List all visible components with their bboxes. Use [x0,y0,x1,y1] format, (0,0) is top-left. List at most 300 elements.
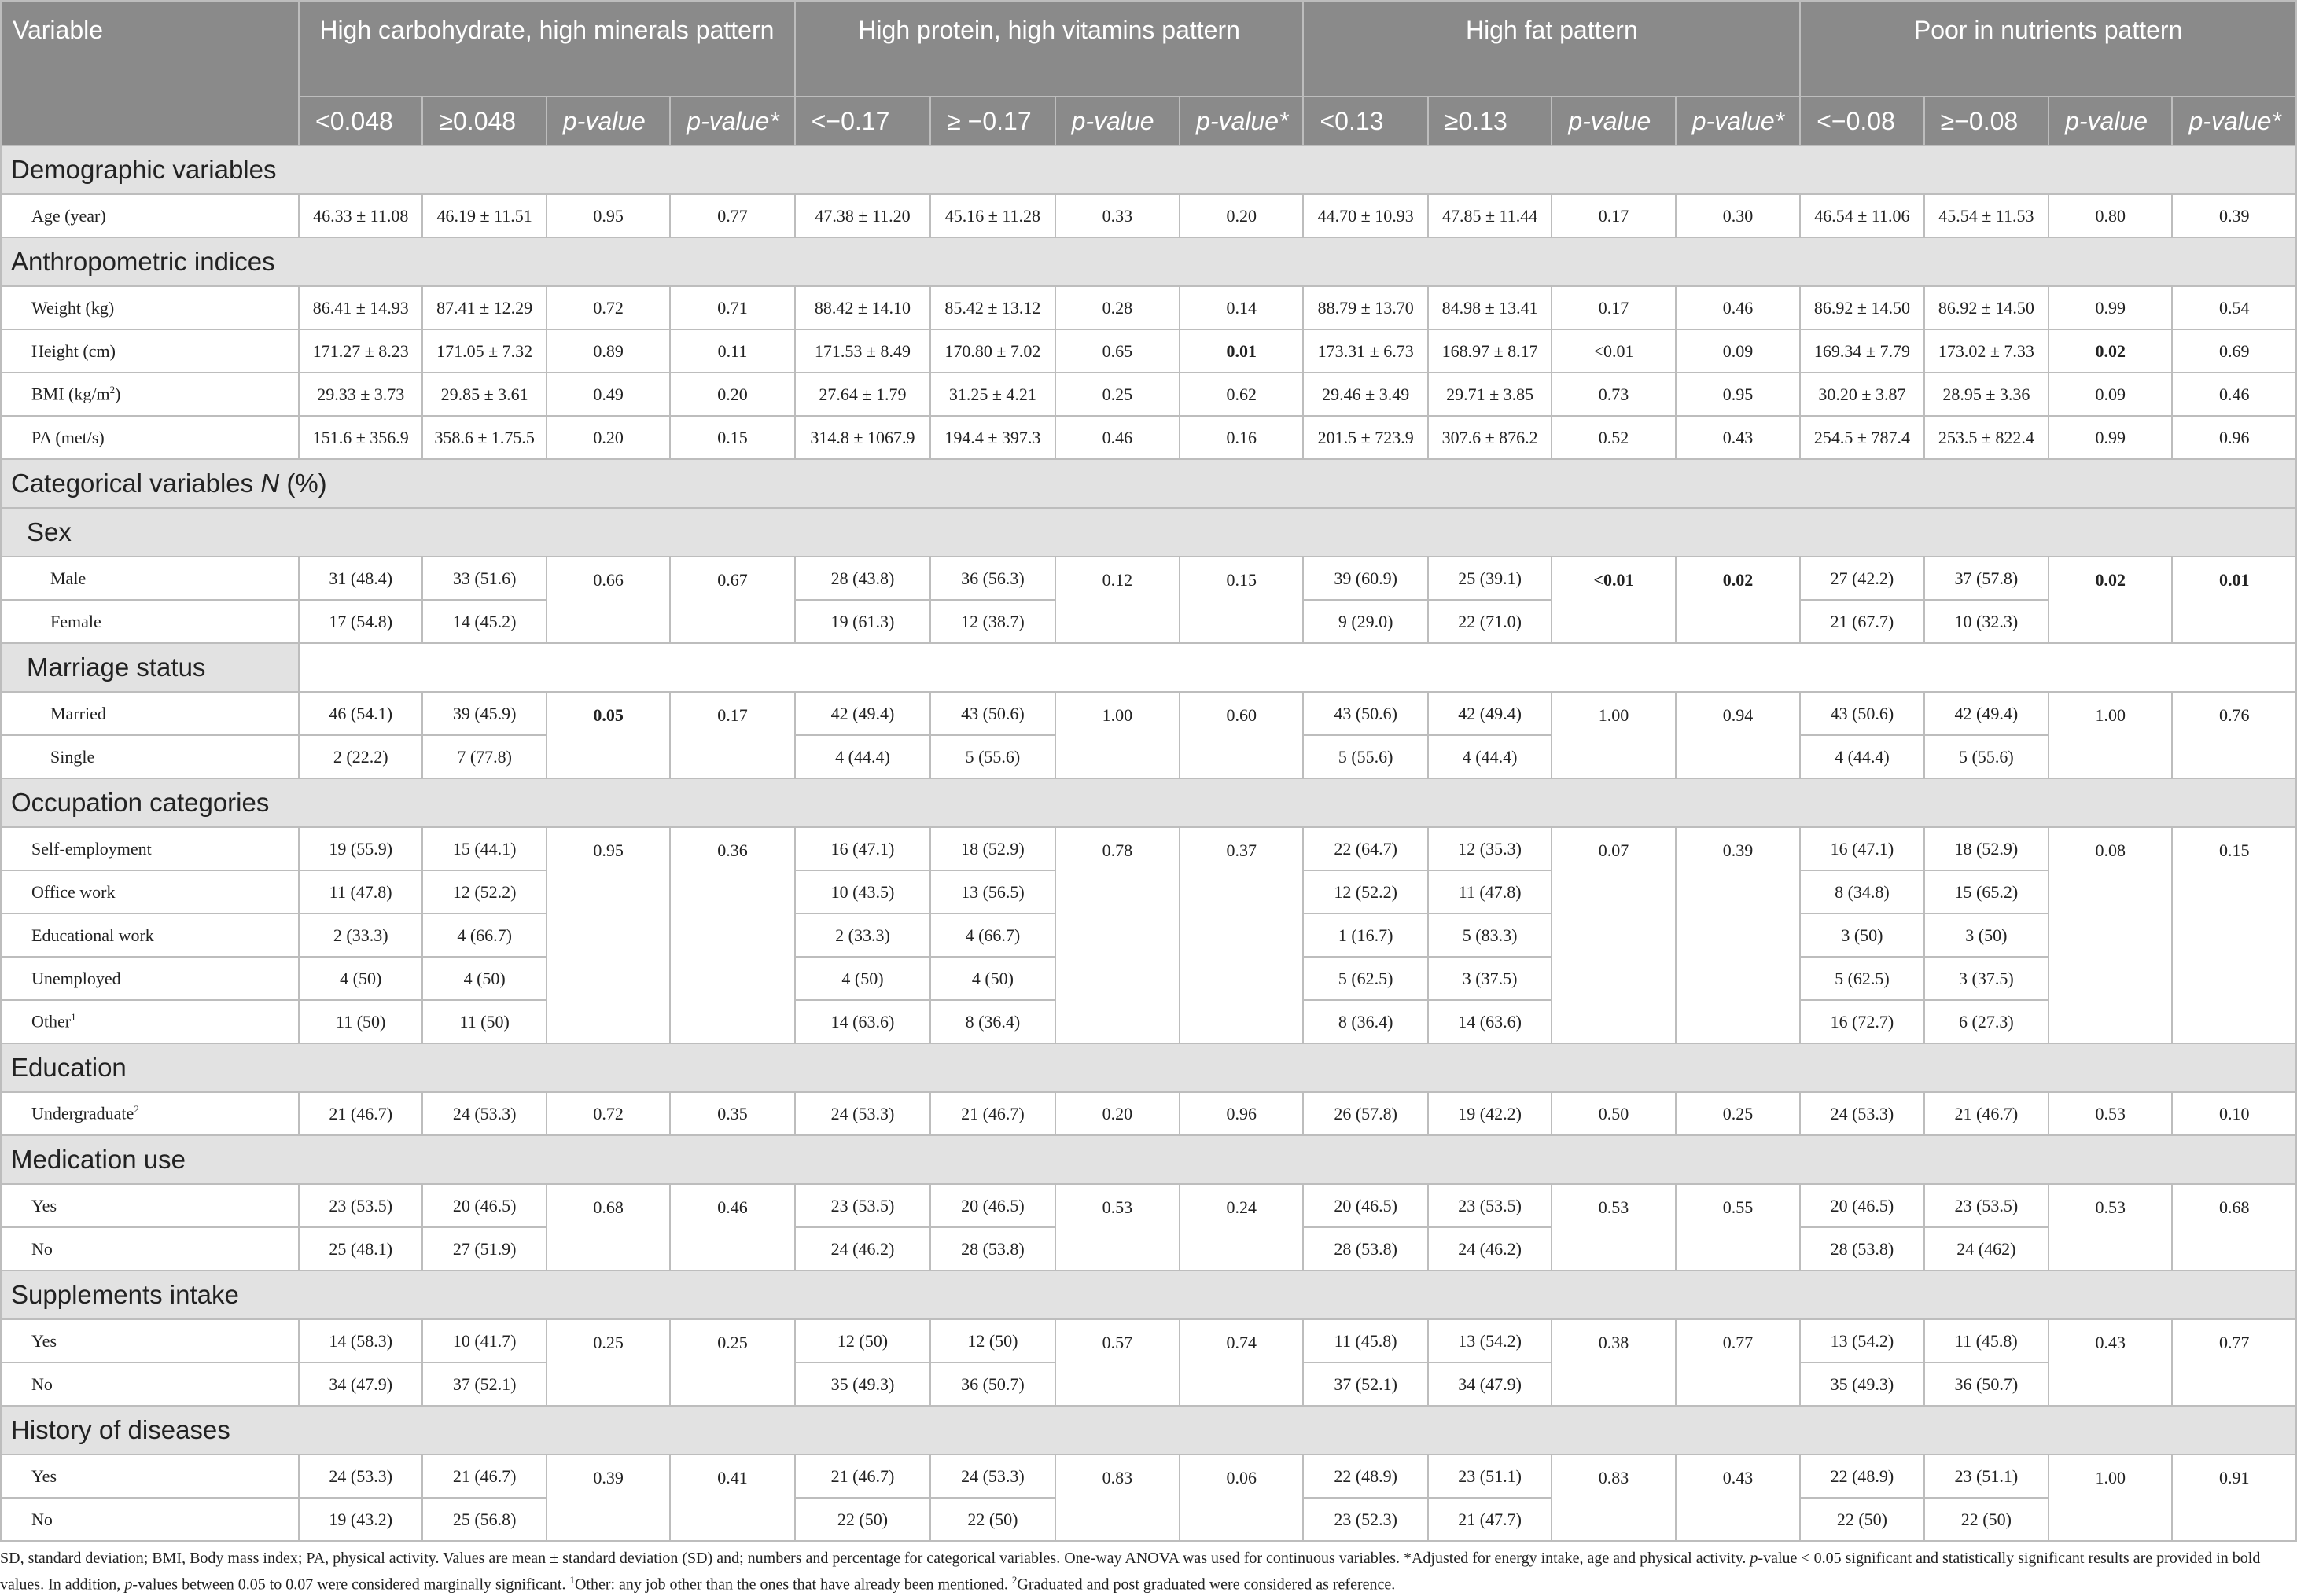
p-value-cell: 0.20 [670,373,794,416]
p-value-cell: 0.78 [1055,827,1180,1043]
value-cell: 23 (53.5) [299,1184,422,1227]
value-cell: 24 (53.3) [422,1092,546,1135]
value-cell: 27 (42.2) [1800,557,1923,600]
row-label: No [1,1498,299,1541]
p-value-cell: 0.99 [2049,416,2172,459]
subsection-heading-marriage: Marriage status [1,643,299,692]
row-label: Single [1,735,299,778]
value-cell: 34 (47.9) [1428,1362,1552,1406]
value-cell: 4 (50) [299,957,422,1000]
value-cell: 39 (45.9) [422,692,546,735]
p-value-cell: 0.09 [1676,329,1800,373]
subsection-heading-sex: Sex [1,508,2296,557]
row-label: Unemployed [1,957,299,1000]
value-cell: 168.97 ± 8.17 [1428,329,1552,373]
value-cell: 22 (50) [930,1498,1055,1541]
p-value-cell: 1.00 [1055,692,1180,778]
row-label: Married [1,692,299,735]
p-value-cell: 0.17 [670,692,794,778]
header-pvalue: p-value [1552,97,1675,145]
p-value-cell: 0.96 [1180,1092,1303,1135]
value-cell: 314.8 ± 1067.9 [795,416,930,459]
p-value-cell: 0.30 [1676,194,1800,237]
footnote-sup-2: 2 [1011,1574,1018,1586]
value-cell: 43 (50.6) [930,692,1055,735]
value-cell: 5 (55.6) [1303,735,1427,778]
value-cell: 22 (48.9) [1303,1454,1427,1498]
value-cell: 43 (50.6) [1303,692,1427,735]
p-value-cell: 0.72 [547,1092,670,1135]
header-high: ≥−0.08 [1924,97,2049,145]
p-value-cell: <0.01 [1552,557,1675,643]
p-value-cell: 0.53 [2049,1184,2172,1271]
section-row [1,1135,2296,1184]
footnote-p-italic-2: p [124,1576,133,1594]
p-value-cell: 0.96 [2172,416,2296,459]
table-row [1,194,2296,237]
value-cell: 5 (55.6) [1924,735,2049,778]
value-cell: 19 (61.3) [795,600,930,643]
value-cell: 8 (36.4) [930,1000,1055,1043]
footnote-p-italic: p [1750,1550,1758,1567]
p-value-cell: 0.83 [1055,1454,1180,1541]
p-value-cell: 0.17 [1552,286,1675,329]
section-row [1,1271,2296,1319]
value-cell: 15 (65.2) [1924,870,2049,914]
value-cell: 20 (46.5) [930,1184,1055,1227]
value-cell: 30.20 ± 3.87 [1800,373,1923,416]
value-cell: 36 (56.3) [930,557,1055,600]
value-cell: 1 (16.7) [1303,914,1427,957]
subsection-blank [299,643,2296,692]
p-value-cell: 0.05 [547,692,670,778]
p-value-cell: 0.06 [1180,1454,1303,1541]
value-cell: 20 (46.5) [1800,1184,1923,1227]
value-cell: 42 (49.4) [795,692,930,735]
row-label: PA (met/s) [1,416,299,459]
section-heading-anthropometric: Anthropometric indices [1,237,2296,286]
p-value-cell: 0.39 [2172,194,2296,237]
p-value-cell: 0.65 [1055,329,1180,373]
p-value-cell: 0.49 [547,373,670,416]
row-label: No [1,1227,299,1271]
p-value-cell: 0.95 [547,827,670,1043]
p-value-cell: 0.80 [2049,194,2172,237]
section-heading-supplements: Supplements intake [1,1271,2296,1319]
value-cell: 12 (52.2) [1303,870,1427,914]
p-value-cell: 0.95 [1676,373,1800,416]
header-pvalue-adjusted: p-value* [1180,97,1303,145]
p-value-cell: 0.72 [547,286,670,329]
value-cell: 86.92 ± 14.50 [1924,286,2049,329]
value-cell: 307.6 ± 876.2 [1428,416,1552,459]
value-cell: 29.46 ± 3.49 [1303,373,1427,416]
value-cell: 25 (48.1) [299,1227,422,1271]
value-cell: 13 (56.5) [930,870,1055,914]
value-cell: 14 (63.6) [1428,1000,1552,1043]
p-value-cell: 0.55 [1676,1184,1800,1271]
value-cell: 5 (55.6) [930,735,1055,778]
value-cell: 23 (53.5) [1428,1184,1552,1227]
header-pvalue: p-value [547,97,670,145]
value-cell: 10 (41.7) [422,1319,546,1362]
section-heading-medication: Medication use [1,1135,2296,1184]
value-cell: 23 (52.3) [1303,1498,1427,1541]
value-cell: 34 (47.9) [299,1362,422,1406]
value-cell: 21 (46.7) [930,1092,1055,1135]
value-cell: 173.02 ± 7.33 [1924,329,2049,373]
value-cell: 22 (50) [1924,1498,2049,1541]
row-label: Height (cm) [1,329,299,373]
value-cell: 24 (53.3) [1800,1092,1923,1135]
value-cell: 14 (58.3) [299,1319,422,1362]
subsection-row [1,508,2296,557]
value-cell: 5 (62.5) [1800,957,1923,1000]
row-label: Yes [1,1454,299,1498]
value-cell: 86.41 ± 14.93 [299,286,422,329]
row-label: Yes [1,1319,299,1362]
row-label: Educational work [1,914,299,957]
p-value-cell: 0.16 [1180,416,1303,459]
value-cell: 170.80 ± 7.02 [930,329,1055,373]
p-value-cell: 0.46 [2172,373,2296,416]
value-cell: 22 (64.7) [1303,827,1427,870]
value-cell: 46 (54.1) [299,692,422,735]
value-cell: 36 (50.7) [1924,1362,2049,1406]
p-value-cell: 0.28 [1055,286,1180,329]
p-value-cell: 0.15 [1180,557,1303,643]
p-value-cell: 0.68 [547,1184,670,1271]
value-cell: 19 (55.9) [299,827,422,870]
header-low: <−0.17 [795,97,930,145]
value-cell: 29.85 ± 3.61 [422,373,546,416]
p-value-cell: 0.73 [1552,373,1675,416]
header-pvalue-adjusted: p-value* [2172,97,2296,145]
value-cell: 2 (22.2) [299,735,422,778]
value-cell: 25 (56.8) [422,1498,546,1541]
value-cell: 39 (60.9) [1303,557,1427,600]
section-row [1,1406,2296,1454]
value-cell: 43 (50.6) [1800,692,1923,735]
value-cell: 20 (46.5) [1303,1184,1427,1227]
p-value-cell: 0.91 [2172,1454,2296,1541]
p-value-cell: 0.39 [1676,827,1800,1043]
row-label: Other$^1$ [1,1000,299,1043]
p-value-cell: 0.24 [1180,1184,1303,1271]
value-cell: 3 (50) [1800,914,1923,957]
value-cell: 11 (50) [422,1000,546,1043]
value-cell: 151.6 ± 356.9 [299,416,422,459]
value-cell: 12 (38.7) [930,600,1055,643]
header-pattern-2: High protein, high vitamins pattern [795,1,1304,97]
value-cell: 10 (43.5) [795,870,930,914]
section-row [1,778,2296,827]
value-cell: 253.5 ± 822.4 [1924,416,2049,459]
p-value-cell: 0.02 [2049,329,2172,373]
value-cell: 4 (50) [930,957,1055,1000]
header-pvalue: p-value [1055,97,1180,145]
value-cell: 16 (47.1) [795,827,930,870]
value-cell: 11 (50) [299,1000,422,1043]
value-cell: 16 (47.1) [1800,827,1923,870]
p-value-cell: 0.74 [1180,1319,1303,1406]
value-cell: 31 (48.4) [299,557,422,600]
value-cell: 18 (52.9) [1924,827,2049,870]
p-value-cell: 0.12 [1055,557,1180,643]
section-heading-demographic: Demographic variables [1,145,2296,194]
p-value-cell: 0.43 [1676,1454,1800,1541]
p-value-cell: 0.71 [670,286,794,329]
value-cell: 28.95 ± 3.36 [1924,373,2049,416]
value-cell: 45.54 ± 11.53 [1924,194,2049,237]
value-cell: 86.92 ± 14.50 [1800,286,1923,329]
table-row [1,1092,2296,1135]
value-cell: 24 (53.3) [299,1454,422,1498]
value-cell: 24 (46.2) [1428,1227,1552,1271]
header-low: <0.13 [1303,97,1427,145]
p-value-cell: 0.54 [2172,286,2296,329]
section-row [1,1043,2296,1092]
value-cell: 10 (32.3) [1924,600,2049,643]
value-cell: 27 (51.9) [422,1227,546,1271]
p-value-cell: 0.89 [547,329,670,373]
value-cell: 28 (53.8) [930,1227,1055,1271]
header-variable: Variable [1,1,299,145]
table-row [1,1454,2296,1498]
value-cell: 29.33 ± 3.73 [299,373,422,416]
value-cell: 9 (29.0) [1303,600,1427,643]
value-cell: 24 (53.3) [795,1092,930,1135]
value-cell: 31.25 ± 4.21 [930,373,1055,416]
header-pattern-3: High fat pattern [1303,1,1800,97]
table-row [1,1184,2296,1227]
p-value-cell: 0.20 [1055,1092,1180,1135]
footnote-text-1: SD, standard deviation; BMI, Body mass index; PA, physical activity. Values are mean ± standard deviation (SD) and; numbers and percentage for categorical variables. One-way ANOVA was used for continuous variables. *Adjusted for energy intake, age and physical activity. [0,1550,1750,1567]
value-cell: 16 (72.7) [1800,1000,1923,1043]
value-cell: 21 (46.7) [795,1454,930,1498]
value-cell: 4 (66.7) [930,914,1055,957]
p-value-cell: 0.62 [1180,373,1303,416]
value-cell: 3 (37.5) [1924,957,2049,1000]
p-value-cell: 0.15 [2172,827,2296,1043]
value-cell: 88.42 ± 14.10 [795,286,930,329]
value-cell: 21 (67.7) [1800,600,1923,643]
header-pvalue-adjusted: p-value* [1676,97,1800,145]
p-value-cell: 0.15 [670,416,794,459]
value-cell: 171.05 ± 7.32 [422,329,546,373]
table-row [1,557,2296,600]
value-cell: 19 (43.2) [299,1498,422,1541]
row-label: Male [1,557,299,600]
value-cell: 35 (49.3) [795,1362,930,1406]
table-row [1,373,2296,416]
header-pvalue-adjusted: p-value* [670,97,794,145]
value-cell: 45.16 ± 11.28 [930,194,1055,237]
p-value-cell: 1.00 [2049,1454,2172,1541]
value-cell: 8 (34.8) [1800,870,1923,914]
section-heading-categorical: Categorical variables N (%) [1,459,2296,508]
value-cell: 44.70 ± 10.93 [1303,194,1427,237]
value-cell: 4 (50) [795,957,930,1000]
footnote-sup-1: 1 [569,1574,575,1586]
row-label: Self-employment [1,827,299,870]
value-cell: 2 (33.3) [299,914,422,957]
p-value-cell: 0.43 [2049,1319,2172,1406]
value-cell: 254.5 ± 787.4 [1800,416,1923,459]
value-cell: 23 (51.1) [1924,1454,2049,1498]
p-value-cell: 0.95 [547,194,670,237]
section-heading-history: History of diseases [1,1406,2296,1454]
p-value-cell: 0.68 [2172,1184,2296,1271]
value-cell: 26 (57.8) [1303,1092,1427,1135]
p-value-cell: 0.17 [1552,194,1675,237]
value-cell: 8 (36.4) [1303,1000,1427,1043]
value-cell: 3 (50) [1924,914,2049,957]
value-cell: 28 (53.8) [1800,1227,1923,1271]
p-value-cell: 0.69 [2172,329,2296,373]
value-cell: 21 (46.7) [1924,1092,2049,1135]
footnote-text-4: Other: any job other than the ones that have already been mentioned. [574,1576,1012,1594]
p-value-cell: 0.57 [1055,1319,1180,1406]
p-value-cell: 0.83 [1552,1454,1675,1541]
value-cell: 21 (46.7) [299,1092,422,1135]
p-value-cell: 0.46 [670,1184,794,1271]
p-value-cell: 0.36 [670,827,794,1043]
table-row [1,692,2296,735]
value-cell: 14 (45.2) [422,600,546,643]
value-cell: 21 (46.7) [422,1454,546,1498]
row-label: Age (year) [1,194,299,237]
row-label: No [1,1362,299,1406]
header-low: <0.048 [299,97,422,145]
value-cell: 201.5 ± 723.9 [1303,416,1427,459]
value-cell: 27.64 ± 1.79 [795,373,930,416]
value-cell: 47.38 ± 11.20 [795,194,930,237]
p-value-cell: 0.25 [547,1319,670,1406]
value-cell: 87.41 ± 12.29 [422,286,546,329]
p-value-cell: 0.20 [547,416,670,459]
row-label: Yes [1,1184,299,1227]
p-value-cell: 0.41 [670,1454,794,1541]
value-cell: 37 (57.8) [1924,557,2049,600]
value-cell: 358.6 ± 1.75.5 [422,416,546,459]
value-cell: 46.54 ± 11.06 [1800,194,1923,237]
p-value-cell: 0.77 [1676,1319,1800,1406]
p-value-cell: 0.99 [2049,286,2172,329]
row-label: Weight (kg) [1,286,299,329]
value-cell: 2 (33.3) [795,914,930,957]
section-row [1,459,2296,508]
p-value-cell: 0.77 [2172,1319,2296,1406]
value-cell: 23 (53.5) [795,1184,930,1227]
value-cell: 171.27 ± 8.23 [299,329,422,373]
section-heading-occupation: Occupation categories [1,778,2296,827]
p-value-cell: 0.43 [1676,416,1800,459]
p-value-cell: 0.38 [1552,1319,1675,1406]
value-cell: 22 (50) [795,1498,930,1541]
table-row [1,329,2296,373]
value-cell: 12 (50) [795,1319,930,1362]
p-value-cell: 0.53 [1055,1184,1180,1271]
p-value-cell: 0.39 [547,1454,670,1541]
value-cell: 3 (37.5) [1428,957,1552,1000]
value-cell: 173.31 ± 6.73 [1303,329,1427,373]
value-cell: 24 (53.3) [930,1454,1055,1498]
section-row [1,237,2296,286]
p-value-cell: 0.37 [1180,827,1303,1043]
value-cell: 20 (46.5) [422,1184,546,1227]
value-cell: 18 (52.9) [930,827,1055,870]
value-cell: 7 (77.8) [422,735,546,778]
header-pvalue: p-value [2049,97,2172,145]
value-cell: 21 (47.7) [1428,1498,1552,1541]
p-value-cell: 0.01 [2172,557,2296,643]
section-row [1,145,2296,194]
p-value-cell: 0.09 [2049,373,2172,416]
p-value-cell: 1.00 [1552,692,1675,778]
value-cell: 37 (52.1) [422,1362,546,1406]
p-value-cell: 0.20 [1180,194,1303,237]
table-row [1,827,2296,870]
value-cell: 46.33 ± 11.08 [299,194,422,237]
row-label: Undergraduate$^2$ [1,1092,299,1135]
p-value-cell: 0.67 [670,557,794,643]
footnote-text-5: Graduated and post graduated were considered as reference. [1017,1576,1396,1594]
p-value-cell: 0.07 [1552,827,1675,1043]
p-value-cell: 0.01 [1180,329,1303,373]
p-value-cell: 0.94 [1676,692,1800,778]
value-cell: 4 (50) [422,957,546,1000]
value-cell: 15 (44.1) [422,827,546,870]
value-cell: 47.85 ± 11.44 [1428,194,1552,237]
value-cell: 12 (35.3) [1428,827,1552,870]
value-cell: 13 (54.2) [1800,1319,1923,1362]
p-value-cell: 0.52 [1552,416,1675,459]
value-cell: 46.19 ± 11.51 [422,194,546,237]
header-pattern-1: High carbohydrate, high minerals pattern [299,1,795,97]
table-row [1,286,2296,329]
p-value-cell: 0.02 [2049,557,2172,643]
value-cell: 11 (45.8) [1924,1319,2049,1362]
value-cell: 5 (62.5) [1303,957,1427,1000]
p-value-cell: 0.60 [1180,692,1303,778]
value-cell: 42 (49.4) [1924,692,2049,735]
value-cell: 11 (45.8) [1303,1319,1427,1362]
table-header [1,1,2296,145]
value-cell: 19 (42.2) [1428,1092,1552,1135]
value-cell: 4 (44.4) [1800,735,1923,778]
header-high: ≥0.048 [422,97,546,145]
value-cell: 37 (52.1) [1303,1362,1427,1406]
value-cell: 85.42 ± 13.12 [930,286,1055,329]
row-label: BMI $(kg/m^2)$ [1,373,299,416]
table-row [1,1319,2296,1362]
value-cell: 6 (27.3) [1924,1000,2049,1043]
value-cell: 22 (71.0) [1428,600,1552,643]
value-cell: 4 (66.7) [422,914,546,957]
p-value-cell: <0.01 [1552,329,1675,373]
footnote-text-2: -value < 0.05 significant and statistically significant results are provided in bold values. In addition, [0,1550,2261,1594]
footnote-text-3: -values between 0.05 to 0.07 were considered marginally significant. [132,1576,570,1594]
value-cell: 12 (50) [930,1319,1055,1362]
row-label: Office work [1,870,299,914]
value-cell: 11 (47.8) [299,870,422,914]
value-cell: 88.79 ± 13.70 [1303,286,1427,329]
p-value-cell: 0.25 [670,1319,794,1406]
value-cell: 13 (54.2) [1428,1319,1552,1362]
table-row [1,416,2296,459]
value-cell: 28 (53.8) [1303,1227,1427,1271]
